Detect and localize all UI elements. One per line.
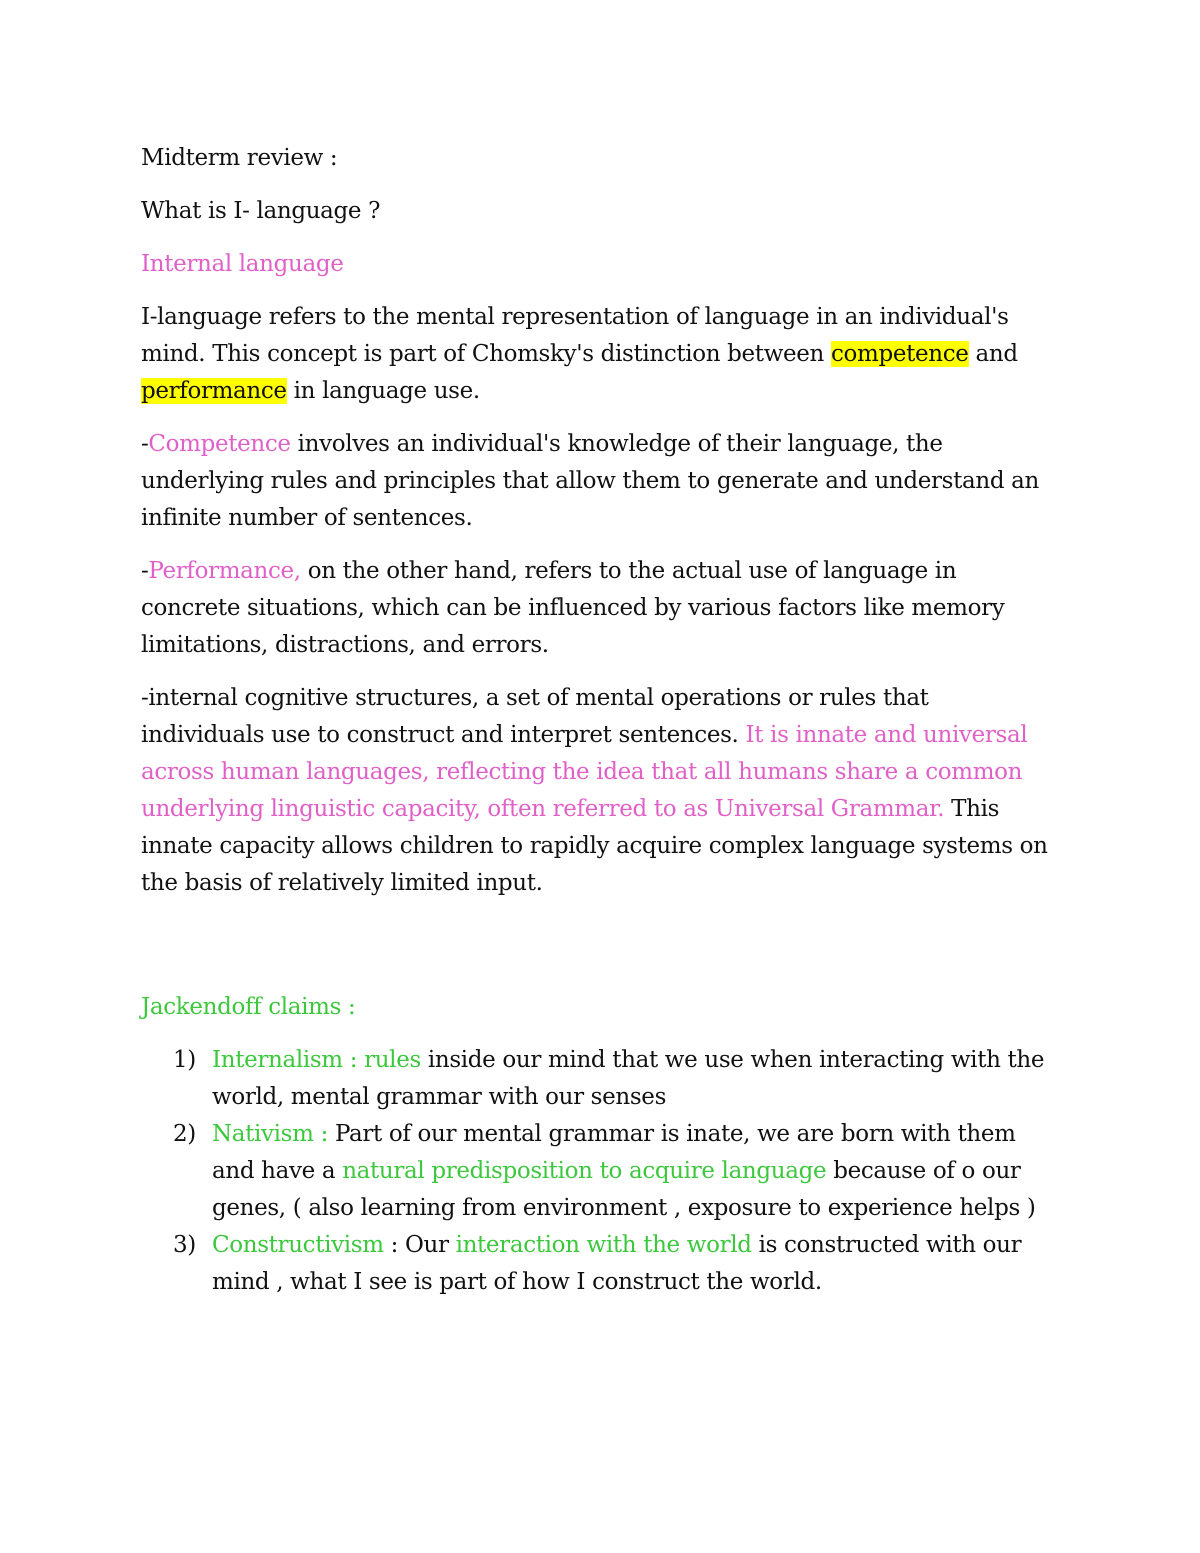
performance-dash: - (141, 558, 149, 584)
internal-structures-paragraph (141, 680, 1050, 902)
internal-text-b: This innate capacity allows children to rapidly acquire complex language systems on the basis of relatively limited input. (141, 796, 1048, 896)
question-heading: What is I- language ? (141, 198, 381, 224)
list-item (141, 1042, 1050, 1116)
claims-list (141, 1042, 1050, 1301)
intro-text-c: in language use. (286, 378, 480, 404)
performance-term: Performance, (148, 558, 301, 584)
claim-term-constructivism: Constructivism (212, 1232, 384, 1258)
list-number: 1) (173, 1047, 196, 1073)
competence-dash: - (141, 431, 149, 457)
list-number: 3) (173, 1232, 196, 1258)
claim-text: inside our mind that we use when interacting with the world, mental grammar with our senses (212, 1047, 1045, 1110)
document-title: Midterm review : (141, 145, 338, 171)
claim-term-nativism: Nativism (212, 1121, 314, 1147)
list-item (141, 1227, 1050, 1301)
competence-paragraph (141, 426, 1050, 537)
highlight-competence: competence (830, 341, 969, 367)
intro-text-a: I-language refers to the mental representation of language in an individual's mind. This concept is part of Chomsky's distinction between (141, 304, 1009, 367)
competence-term: Competence (148, 431, 291, 457)
claim-term-internalism: Internalism (212, 1047, 343, 1073)
claim-keyword: rules (364, 1047, 421, 1073)
performance-text: on the other hand, refers to the actual use of language in concrete situations, which can be influenced by various factors like memory limitations, distractions, and errors. (141, 558, 1005, 658)
claim-text-b: is constructed with our mind , what I see is part of how I construct the world. (212, 1232, 1022, 1295)
competence-text: involves an individual's knowledge of their language, the underlying rules and principles that allow them to generate and understand an infinite number of sentences. (141, 431, 1039, 531)
jackendoff-heading: Jackendoff claims : (141, 994, 356, 1020)
claim-separator: : (383, 1232, 405, 1258)
internal-universal-grammar: It is innate and universal across human languages, reflecting the idea that all humans share a common underlying linguistic capacity, often referred to as Universal Grammar. (141, 722, 1028, 822)
claim-keyword: interaction with the world (455, 1232, 752, 1258)
intro-text-b: and (968, 341, 1018, 367)
claim-text-a: Part of our mental grammar is inate, we are born with them and have a (212, 1121, 1016, 1184)
subtitle-internal-language: Internal language (141, 251, 344, 277)
claim-separator: : (313, 1121, 335, 1147)
claim-keyword: natural predisposition to acquire language (342, 1158, 827, 1184)
claim-text-b: because of o our genes, ( also learning from environment , exposure to experience helps ) (212, 1158, 1036, 1221)
intro-paragraph (141, 299, 1050, 410)
highlight-performance: performance (141, 378, 287, 404)
claim-separator: : (342, 1047, 365, 1073)
internal-text-a: -internal cognitive structures, a set of mental operations or rules that individuals use to construct and interpret sentences. (141, 685, 929, 748)
list-item (141, 1116, 1050, 1227)
performance-paragraph (141, 553, 1050, 664)
claim-text-a: Our (404, 1232, 456, 1258)
list-number: 2) (173, 1121, 196, 1147)
